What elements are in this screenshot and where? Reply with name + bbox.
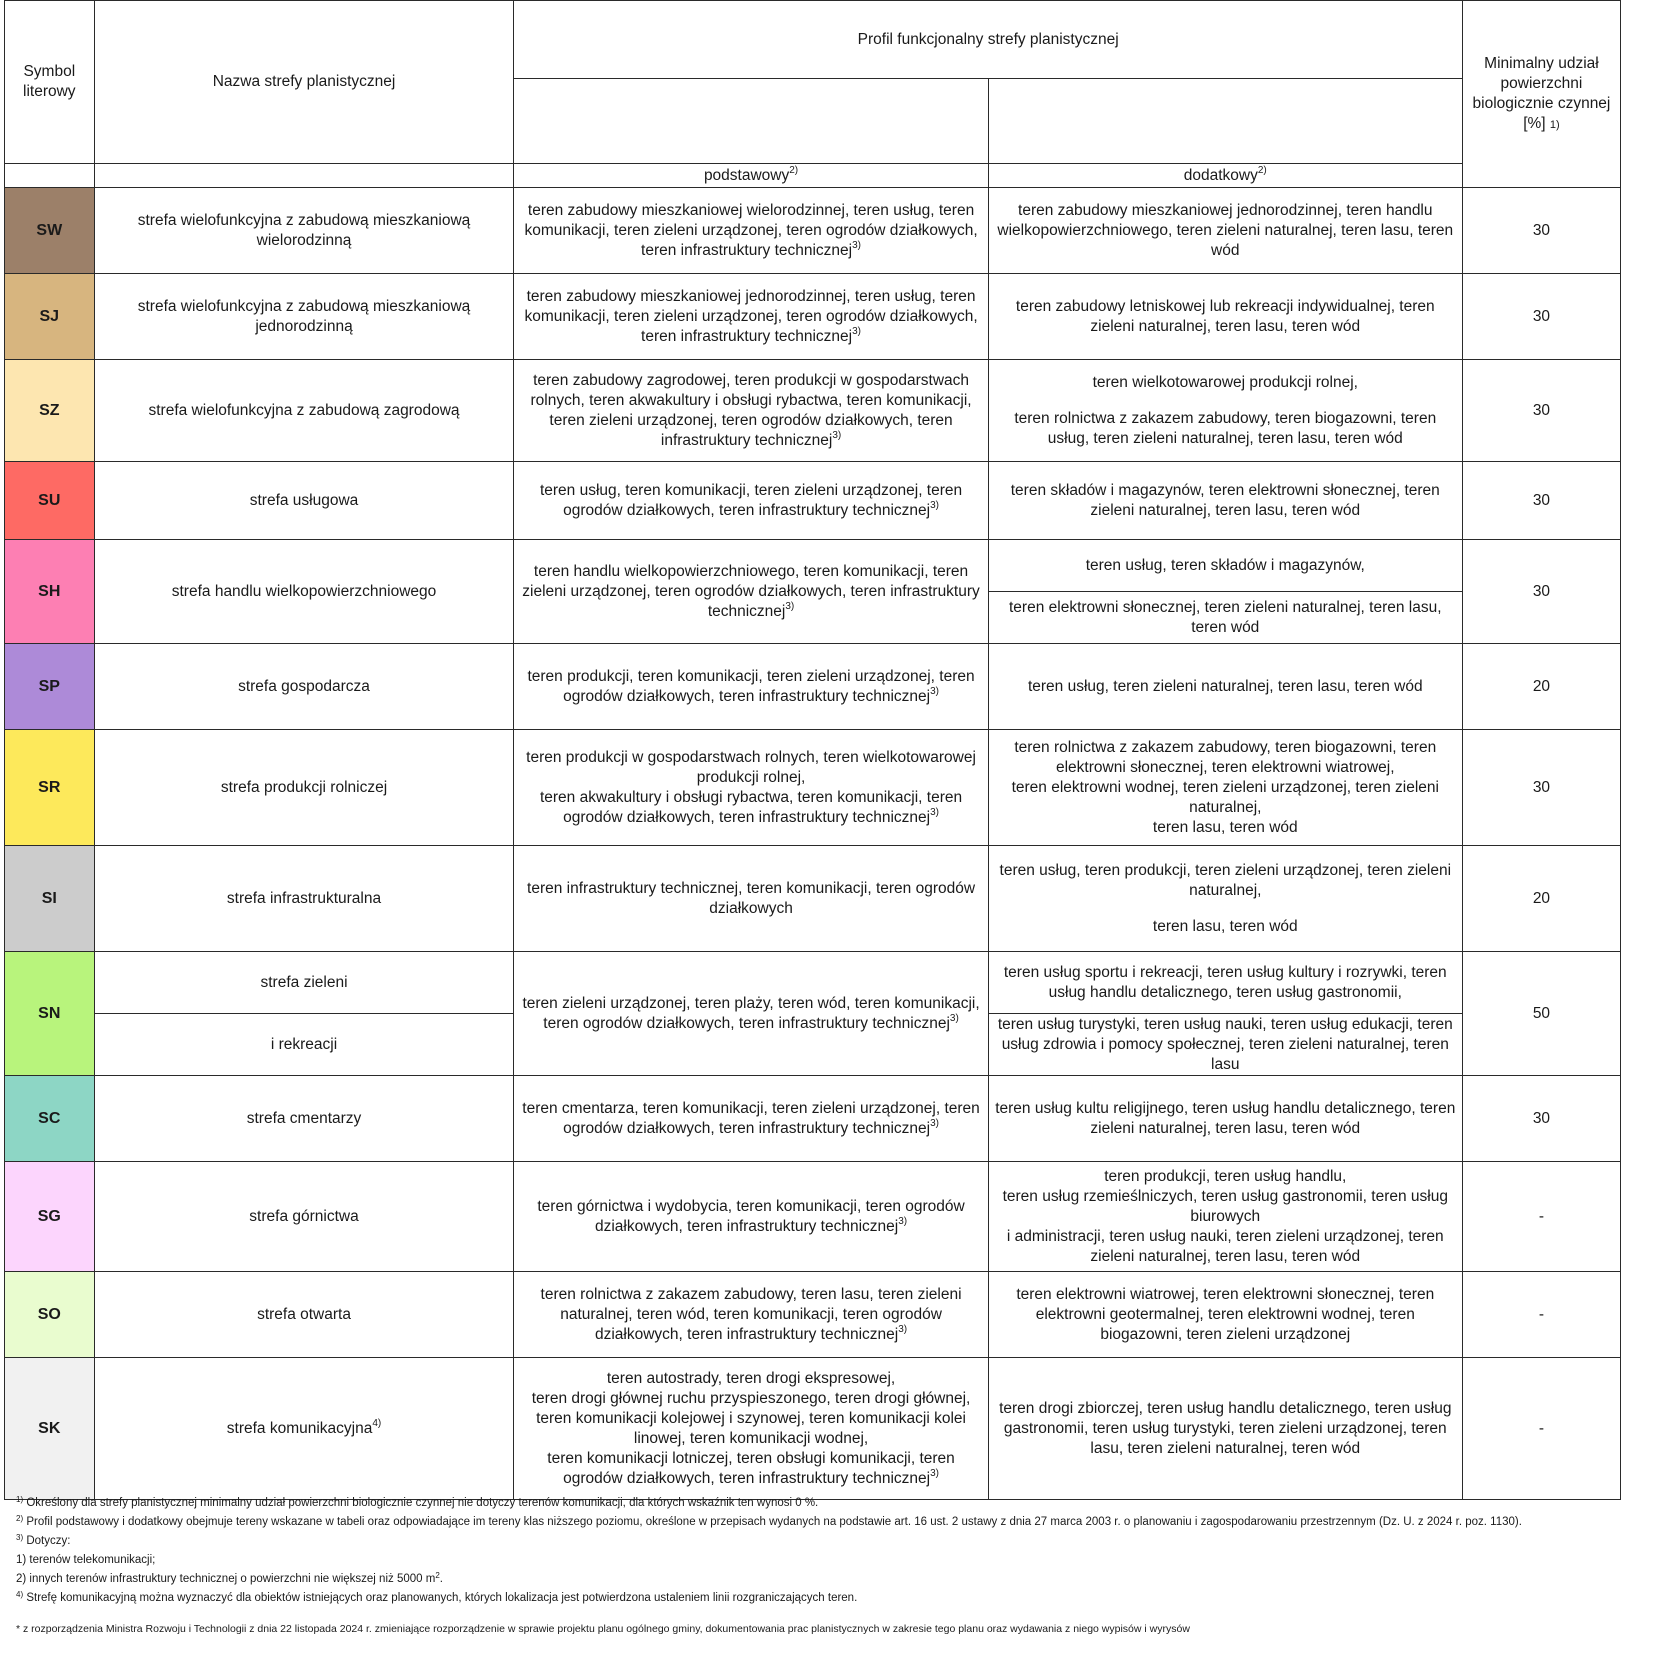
zone-name: i rekreacji bbox=[94, 1014, 514, 1076]
table-row bbox=[5, 1358, 1621, 1500]
zone-name: strefa otwarta bbox=[94, 1272, 514, 1358]
symbol-cell: SG bbox=[5, 1162, 95, 1272]
additional-profile: teren produkcji, teren usług handlu, teren usług rzemieślniczych, teren usług gastronomii, teren usług biurowych i administracji, teren usług nauki, teren zieleni urządzonej, teren zieleni naturalnej, teren lasu, teren wód bbox=[988, 1162, 1462, 1272]
bio-share: 20 bbox=[1462, 644, 1620, 730]
footnotes bbox=[16, 1494, 1636, 1639]
header-additional: dodatkowy$^{2)}$ bbox=[988, 164, 1462, 188]
symbol-cell: SP bbox=[5, 644, 95, 730]
bio-share: - bbox=[1462, 1162, 1620, 1272]
additional-profile: teren składów i magazynów, teren elektrowni słonecznej, teren zieleni naturalnej, teren lasu, teren wód bbox=[988, 462, 1462, 540]
header-zone-name: Nazwa strefy planistycznej bbox=[94, 1, 514, 164]
table-row bbox=[5, 462, 1621, 540]
table-row bbox=[5, 188, 1621, 274]
footnote-3: $^{3)}$ Dotyczy: bbox=[16, 1533, 71, 1547]
additional-profile: teren usług turystyki, teren usług nauki, teren usług edukacji, teren usług zdrowia i pomocy społecznej, teren zieleni naturalnej, teren lasu bbox=[988, 1014, 1462, 1076]
basic-profile: teren zabudowy mieszkaniowej wielorodzinnej, teren usług, teren komunikacji, teren zieleni urządzonej, teren ogrodów działkowych, teren infrastruktury technicznej$^{3)}$ bbox=[514, 188, 988, 274]
basic-profile: teren zieleni urządzonej, teren plaży, teren wód, teren komunikacji, teren ogrodów działkowych, teren infrastruktury technicznej$^{3)}$ bbox=[514, 952, 988, 1076]
header-symbol: Symbol literowy bbox=[5, 1, 95, 164]
zone-name: strefa gospodarcza bbox=[94, 644, 514, 730]
zone-name: strefa usługowa bbox=[94, 462, 514, 540]
bio-share: 20 bbox=[1462, 846, 1620, 952]
header-bio-share: Minimalny udział powierzchni biologicznie czynnej [%] 1) bbox=[1462, 1, 1620, 188]
basic-profile: teren rolnictwa z zakazem zabudowy, teren lasu, teren zieleni naturalnej, teren wód, teren komunikacji, teren ogrodów działkowych, teren infrastruktury technicznej$^{3)}$ bbox=[514, 1272, 988, 1358]
footnote-3-item-1: 1) terenów telekomunikacji; bbox=[16, 1554, 156, 1566]
symbol-cell: SK bbox=[5, 1358, 95, 1500]
additional-profile: teren wielkotowarowej produkcji rolnej, teren rolnictwa z zakazem zabudowy, teren biogazowni, teren usług, teren zieleni naturalnej, teren lasu, teren wód bbox=[988, 360, 1462, 462]
basic-profile: teren handlu wielkopowierzchniowego, teren komunikacji, teren zieleni urządzonej, teren ogrodów działkowych, teren infrastruktury technicznej$^{3)}$ bbox=[514, 540, 988, 644]
symbol-cell: SO bbox=[5, 1272, 95, 1358]
basic-profile: teren produkcji w gospodarstwach rolnych, teren wielkotowarowej produkcji rolnej, teren akwakultury i obsługi rybactwa, teren komunikacji, teren ogrodów działkowych, teren infrastruktury technicznej$^{3)}$ bbox=[514, 730, 988, 846]
bio-share: 30 bbox=[1462, 360, 1620, 462]
zone-name: strefa wielofunkcyjna z zabudową mieszkaniową jednorodzinną bbox=[94, 274, 514, 360]
additional-profile: teren usług, teren produkcji, teren zieleni urządzonej, teren zieleni naturalnej, teren lasu, teren wód bbox=[988, 846, 1462, 952]
basic-profile: teren cmentarza, teren komunikacji, teren zieleni urządzonej, teren ogrodów działkowych, teren infrastruktury technicznej$^{3)}$ bbox=[514, 1076, 988, 1162]
symbol-cell: SW bbox=[5, 188, 95, 274]
zone-name: strefa zieleni bbox=[94, 952, 514, 1014]
zone-name: strefa wielofunkcyjna z zabudową zagrodową bbox=[94, 360, 514, 462]
header-basic: podstawowy$^{2)}$ bbox=[514, 164, 988, 188]
zone-name: strefa handlu wielkopowierzchniowego bbox=[94, 540, 514, 644]
symbol-cell: SJ bbox=[5, 274, 95, 360]
bio-share: 50 bbox=[1462, 952, 1620, 1076]
additional-profile: teren rolnictwa z zakazem zabudowy, teren biogazowni, teren elektrowni słonecznej, teren elektrowni wiatrowej, teren elektrowni wodnej, teren zieleni urządzonej, teren zieleni naturalnej, teren lasu, teren wód bbox=[988, 730, 1462, 846]
source-note: * z rozporządzenia Ministra Rozwoju i Technologii z dnia 22 listopada 2024 r. zmieniające rozporządzenie w sprawie projektu planu ogólnego gminy, dokumentowania prac planistycznych w zakresie tego planu oraz wydawania z niego wypisów i wyrysów bbox=[16, 1623, 1190, 1635]
additional-profile: teren elektrowni wiatrowej, teren elektrowni słonecznej, teren elektrowni geotermalnej, teren elektrowni wodnej, teren biogazowni, teren zieleni urządzonej bbox=[988, 1272, 1462, 1358]
zone-name: strefa wielofunkcyjna z zabudową mieszkaniową wielorodzinną bbox=[94, 188, 514, 274]
additional-profile: teren usług sportu i rekreacji, teren usług kultury i rozrywki, teren usług handlu detalicznego, teren usług gastronomii, bbox=[988, 952, 1462, 1014]
bio-share: - bbox=[1462, 1358, 1620, 1500]
bio-share: 30 bbox=[1462, 462, 1620, 540]
table-row bbox=[5, 952, 1621, 1014]
symbol-cell: SU bbox=[5, 462, 95, 540]
bio-share: 30 bbox=[1462, 730, 1620, 846]
table-row bbox=[5, 360, 1621, 462]
zone-name: strefa górnictwa bbox=[94, 1162, 514, 1272]
header-profile: Profil funkcjonalny strefy planistycznej bbox=[514, 1, 1462, 79]
zones-table bbox=[4, 0, 1621, 1500]
header-empty-name bbox=[94, 164, 514, 188]
bio-share: 30 bbox=[1462, 188, 1620, 274]
footnote-4: $^{4)}$ Strefę komunikacyjną można wyznaczyć dla obiektów istniejących oraz planowanych, których lokalizacja jest potwierdzona ustaleniem linii rozgraniczających teren. bbox=[16, 1590, 858, 1604]
symbol-cell: SR bbox=[5, 730, 95, 846]
header-empty-basic bbox=[514, 79, 988, 164]
bio-share: 30 bbox=[1462, 540, 1620, 644]
basic-profile: teren zabudowy mieszkaniowej jednorodzinnej, teren usług, teren komunikacji, teren zieleni urządzonej, teren ogrodów działkowych, teren infrastruktury technicznej$^{3)}$ bbox=[514, 274, 988, 360]
symbol-cell: SN bbox=[5, 952, 95, 1076]
footnote-2: $^{2)}$ Profil podstawowy i dodatkowy obejmuje tereny wskazane w tabeli oraz odpowiadające im tereny klas niższego poziomu, określone w przepisach wydanych na podstawie art. 16 ust. 2 ustawy z dnia 27 marca 2003 r. o planowaniu i zagospodarowaniu przestrzennym (Dz. U. z 2024 r. poz. 1130). bbox=[16, 1514, 1522, 1528]
symbol-cell: SI bbox=[5, 846, 95, 952]
additional-profile: teren elektrowni słonecznej, teren zieleni naturalnej, teren lasu, teren wód bbox=[988, 592, 1462, 644]
footnote-1: $^{1)}$ Określony dla strefy planistycznej minimalny udział powierzchni biologicznie czynnej nie dotyczy terenów komunikacji, dla których wskaźnik ten wynosi 0 %. bbox=[16, 1495, 819, 1509]
table-row bbox=[5, 540, 1621, 592]
header-empty-additional bbox=[988, 79, 1462, 164]
bio-share: - bbox=[1462, 1272, 1620, 1358]
table-row bbox=[5, 1076, 1621, 1162]
basic-profile: teren usług, teren komunikacji, teren zieleni urządzonej, teren ogrodów działkowych, teren infrastruktury technicznej$^{3)}$ bbox=[514, 462, 988, 540]
basic-profile: teren górnictwa i wydobycia, teren komunikacji, teren ogrodów działkowych, teren infrastruktury technicznej$^{3)}$ bbox=[514, 1162, 988, 1272]
table-row bbox=[5, 644, 1621, 730]
additional-profile: teren zabudowy mieszkaniowej jednorodzinnej, teren handlu wielkopowierzchniowego, teren zieleni naturalnej, teren lasu, teren wód bbox=[988, 188, 1462, 274]
additional-profile: teren zabudowy letniskowej lub rekreacji indywidualnej, teren zieleni naturalnej, teren lasu, teren wód bbox=[988, 274, 1462, 360]
table-row bbox=[5, 846, 1621, 952]
symbol-cell: SC bbox=[5, 1076, 95, 1162]
symbol-cell: SZ bbox=[5, 360, 95, 462]
basic-profile: teren autostrady, teren drogi ekspresowej, teren drogi głównej ruchu przyspieszonego, teren drogi głównej, teren komunikacji kolejowej i szynowej, teren komunikacji kolei linowej, teren komunikacji wodnej, teren komunikacji lotniczej, teren obsługi komunikacji, teren ogrodów działkowych, teren infrastruktury technicznej$^{3)}$ bbox=[514, 1358, 988, 1500]
table-row bbox=[5, 1162, 1621, 1272]
additional-profile: teren usług, teren zieleni naturalnej, teren lasu, teren wód bbox=[988, 644, 1462, 730]
zone-name: strefa infrastrukturalna bbox=[94, 846, 514, 952]
zone-name: strefa produkcji rolniczej bbox=[94, 730, 514, 846]
table-row bbox=[5, 730, 1621, 846]
additional-profile: teren usług, teren składów i magazynów, bbox=[988, 540, 1462, 592]
additional-profile: teren usług kultu religijnego, teren usług handlu detalicznego, teren zieleni naturalnej, teren lasu, teren wód bbox=[988, 1076, 1462, 1162]
bio-share: 30 bbox=[1462, 1076, 1620, 1162]
table-row bbox=[5, 1272, 1621, 1358]
basic-profile: teren zabudowy zagrodowej, teren produkcji w gospodarstwach rolnych, teren akwakultury i obsługi rybactwa, teren komunikacji, teren zieleni urządzonej, teren ogrodów działkowych, teren infrastruktury technicznej$^{3)}$ bbox=[514, 360, 988, 462]
basic-profile: teren infrastruktury technicznej, teren komunikacji, teren ogrodów działkowych bbox=[514, 846, 988, 952]
header-empty-symbol bbox=[5, 164, 95, 188]
basic-profile: teren produkcji, teren komunikacji, teren zieleni urządzonej, teren ogrodów działkowych, teren infrastruktury technicznej$^{3)}$ bbox=[514, 644, 988, 730]
bio-share: 30 bbox=[1462, 274, 1620, 360]
zone-name: strefa cmentarzy bbox=[94, 1076, 514, 1162]
symbol-cell: SH bbox=[5, 540, 95, 644]
zone-name: strefa komunikacyjna$^{4)}$ bbox=[94, 1358, 514, 1500]
additional-profile: teren drogi zbiorczej, teren usług handlu detalicznego, teren usług gastronomii, teren usług turystyki, teren zieleni urządzonej, teren lasu, teren zieleni naturalnej, teren wód bbox=[988, 1358, 1462, 1500]
footnote-3-item-2: 2) innych terenów infrastruktury technicznej o powierzchni nie większej niż 5000 m$^2$. bbox=[16, 1571, 443, 1585]
table-row bbox=[5, 274, 1621, 360]
